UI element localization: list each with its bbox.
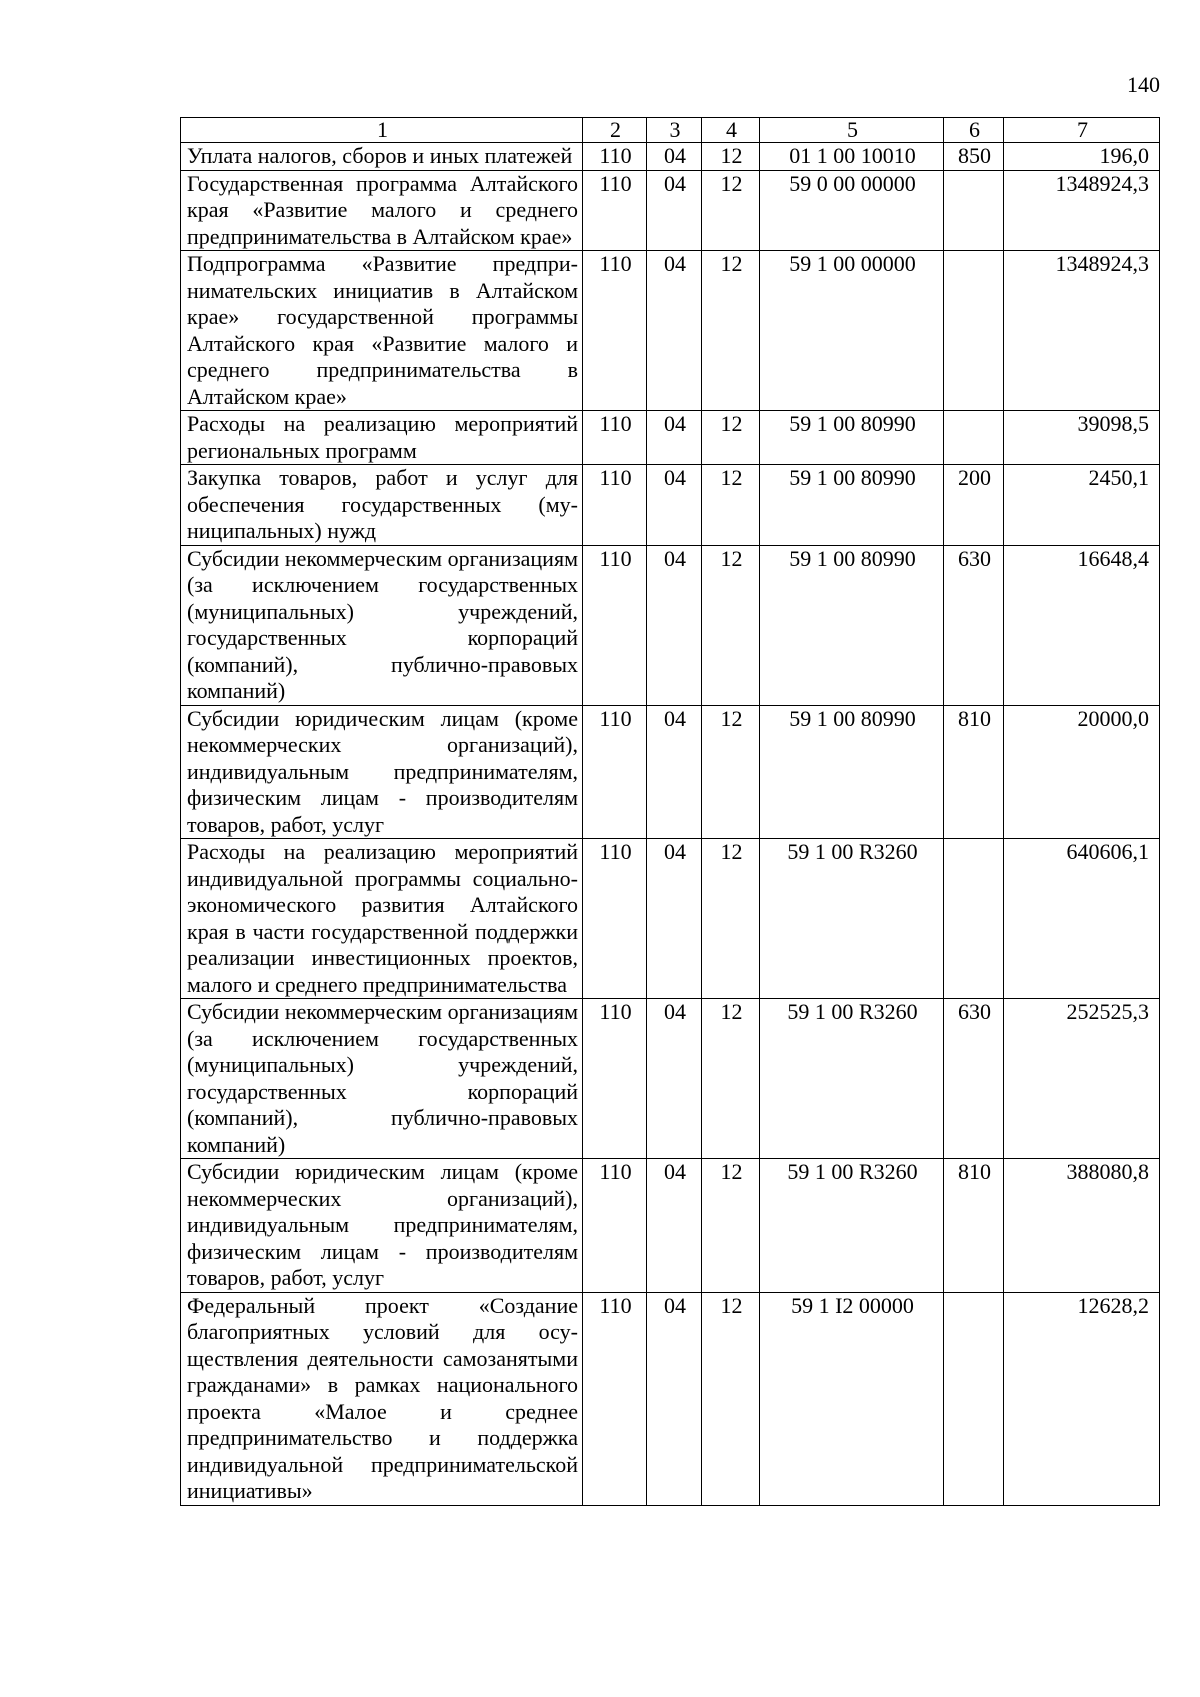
header-col-2: 2 bbox=[583, 118, 647, 143]
row-sum-cell: 388080,8 bbox=[1004, 1159, 1160, 1293]
row-sum-cell: 20000,0 bbox=[1004, 705, 1160, 839]
table-row bbox=[181, 705, 1160, 839]
row-vr-cell bbox=[944, 170, 1004, 251]
table-header-row bbox=[181, 118, 1160, 143]
row-sum-cell: 640606,1 bbox=[1004, 839, 1160, 999]
row-rz-cell: 110 bbox=[583, 143, 647, 171]
row-pp-cell: 12 bbox=[702, 705, 760, 839]
row-pp-cell: 12 bbox=[702, 170, 760, 251]
row-csr-cell: 59 1 00 R3260 bbox=[760, 1159, 944, 1293]
row-vr-cell: 810 bbox=[944, 705, 1004, 839]
table-row bbox=[181, 465, 1160, 546]
header-col-7: 7 bbox=[1004, 118, 1160, 143]
row-pp-cell: 12 bbox=[702, 411, 760, 465]
row-vr-cell: 850 bbox=[944, 143, 1004, 171]
row-pr-cell: 04 bbox=[647, 1292, 702, 1505]
row-sum-cell: 2450,1 bbox=[1004, 465, 1160, 546]
table-row bbox=[181, 143, 1160, 171]
header-col-6: 6 bbox=[944, 118, 1004, 143]
header-col-4: 4 bbox=[702, 118, 760, 143]
table-row bbox=[181, 251, 1160, 411]
row-pp-cell: 12 bbox=[702, 1159, 760, 1293]
row-pr-cell: 04 bbox=[647, 545, 702, 705]
row-rz-cell: 110 bbox=[583, 251, 647, 411]
row-name-cell: Государственная программа Алтайского края «Развитие малого и среднего предпринимательства в Алтайском крае» bbox=[181, 170, 583, 251]
row-pp-cell: 12 bbox=[702, 839, 760, 999]
row-csr-cell: 59 0 00 00000 bbox=[760, 170, 944, 251]
row-name-cell: Федеральный проект «Создание благоприятных условий для осуществления деятельности самозанятыми гражданами» в рамках национального проекта «Малое и среднее предпринимательство и поддержка индивидуальной предпринимательской инициативы» bbox=[181, 1292, 583, 1505]
row-pp-cell: 12 bbox=[702, 545, 760, 705]
row-name-cell: Субсидии некоммерческим организациям (за исключением государственных (муниципальных) учреждений, государственных корпораций (компаний), публично-правовых компаний) bbox=[181, 545, 583, 705]
row-pr-cell: 04 bbox=[647, 839, 702, 999]
row-rz-cell: 110 bbox=[583, 1159, 647, 1293]
row-rz-cell: 110 bbox=[583, 545, 647, 705]
table-row bbox=[181, 839, 1160, 999]
row-pr-cell: 04 bbox=[647, 1159, 702, 1293]
row-pr-cell: 04 bbox=[647, 999, 702, 1159]
row-csr-cell: 59 1 00 80990 bbox=[760, 545, 944, 705]
budget-table bbox=[180, 117, 1160, 1506]
row-sum-cell: 252525,3 bbox=[1004, 999, 1160, 1159]
row-csr-cell: 59 1 00 80990 bbox=[760, 705, 944, 839]
row-rz-cell: 110 bbox=[583, 411, 647, 465]
row-rz-cell: 110 bbox=[583, 999, 647, 1159]
row-pr-cell: 04 bbox=[647, 705, 702, 839]
row-vr-cell bbox=[944, 411, 1004, 465]
row-csr-cell: 01 1 00 10010 bbox=[760, 143, 944, 171]
row-sum-cell: 39098,5 bbox=[1004, 411, 1160, 465]
row-pp-cell: 12 bbox=[702, 251, 760, 411]
header-col-3: 3 bbox=[647, 118, 702, 143]
row-sum-cell: 1348924,3 bbox=[1004, 251, 1160, 411]
row-sum-cell: 12628,2 bbox=[1004, 1292, 1160, 1505]
row-sum-cell: 1348924,3 bbox=[1004, 170, 1160, 251]
row-name-cell: Подпрограмма «Развитие предпринимательских инициатив в Алтайском крае» государственной программы Алтайского края «Развитие малого и среднего предпринимательства в Алтайском крае» bbox=[181, 251, 583, 411]
row-vr-cell: 810 bbox=[944, 1159, 1004, 1293]
row-name-cell: Закупка товаров, работ и услуг для обеспечения государственных (муниципальных) нужд bbox=[181, 465, 583, 546]
table-row bbox=[181, 1292, 1160, 1505]
row-pr-cell: 04 bbox=[647, 143, 702, 171]
row-rz-cell: 110 bbox=[583, 1292, 647, 1505]
table-row bbox=[181, 1159, 1160, 1293]
row-pr-cell: 04 bbox=[647, 411, 702, 465]
row-vr-cell: 630 bbox=[944, 999, 1004, 1159]
row-sum-cell: 16648,4 bbox=[1004, 545, 1160, 705]
table-row bbox=[181, 999, 1160, 1159]
row-vr-cell bbox=[944, 1292, 1004, 1505]
row-pp-cell: 12 bbox=[702, 1292, 760, 1505]
row-name-cell: Расходы на реализацию мероприятий региональных программ bbox=[181, 411, 583, 465]
header-col-5: 5 bbox=[760, 118, 944, 143]
row-csr-cell: 59 1 00 R3260 bbox=[760, 839, 944, 999]
row-vr-cell bbox=[944, 839, 1004, 999]
table-row bbox=[181, 170, 1160, 251]
row-name-cell: Расходы на реализацию мероприятий индивидуальной программы социально-экономического развития Алтайского края в части государственной поддержки реализации инвестиционных проектов, малого и среднего предпринимательства bbox=[181, 839, 583, 999]
row-name-cell: Уплата налогов, сборов и иных платежей bbox=[181, 143, 583, 171]
row-pp-cell: 12 bbox=[702, 465, 760, 546]
table-row bbox=[181, 545, 1160, 705]
row-csr-cell: 59 1 00 R3260 bbox=[760, 999, 944, 1159]
table-row bbox=[181, 411, 1160, 465]
row-vr-cell: 630 bbox=[944, 545, 1004, 705]
row-name-cell: Субсидии юридическим лицам (кроме некоммерческих организаций), индивидуальным предпринимателям, физическим лицам - производителям товаров, работ, услуг bbox=[181, 1159, 583, 1293]
row-name-cell: Субсидии некоммерческим организациям (за исключением государственных (муниципальных) учреждений, государственных корпораций (компаний), публично-правовых компаний) bbox=[181, 999, 583, 1159]
row-rz-cell: 110 bbox=[583, 465, 647, 546]
row-csr-cell: 59 1 00 80990 bbox=[760, 411, 944, 465]
row-pr-cell: 04 bbox=[647, 465, 702, 546]
row-pr-cell: 04 bbox=[647, 170, 702, 251]
row-sum-cell: 196,0 bbox=[1004, 143, 1160, 171]
row-csr-cell: 59 1 00 00000 bbox=[760, 251, 944, 411]
row-csr-cell: 59 1 I2 00000 bbox=[760, 1292, 944, 1505]
row-pp-cell: 12 bbox=[702, 999, 760, 1159]
row-rz-cell: 110 bbox=[583, 839, 647, 999]
row-csr-cell: 59 1 00 80990 bbox=[760, 465, 944, 546]
row-rz-cell: 110 bbox=[583, 170, 647, 251]
row-pp-cell: 12 bbox=[702, 143, 760, 171]
page-number: 140 bbox=[1127, 72, 1160, 97]
row-name-cell: Субсидии юридическим лицам (кроме некоммерческих организаций), индивидуальным предпринимателям, физическим лицам - производителям товаров, работ, услуг bbox=[181, 705, 583, 839]
header-col-1: 1 bbox=[181, 118, 583, 143]
row-vr-cell: 200 bbox=[944, 465, 1004, 546]
row-rz-cell: 110 bbox=[583, 705, 647, 839]
row-pr-cell: 04 bbox=[647, 251, 702, 411]
row-vr-cell bbox=[944, 251, 1004, 411]
